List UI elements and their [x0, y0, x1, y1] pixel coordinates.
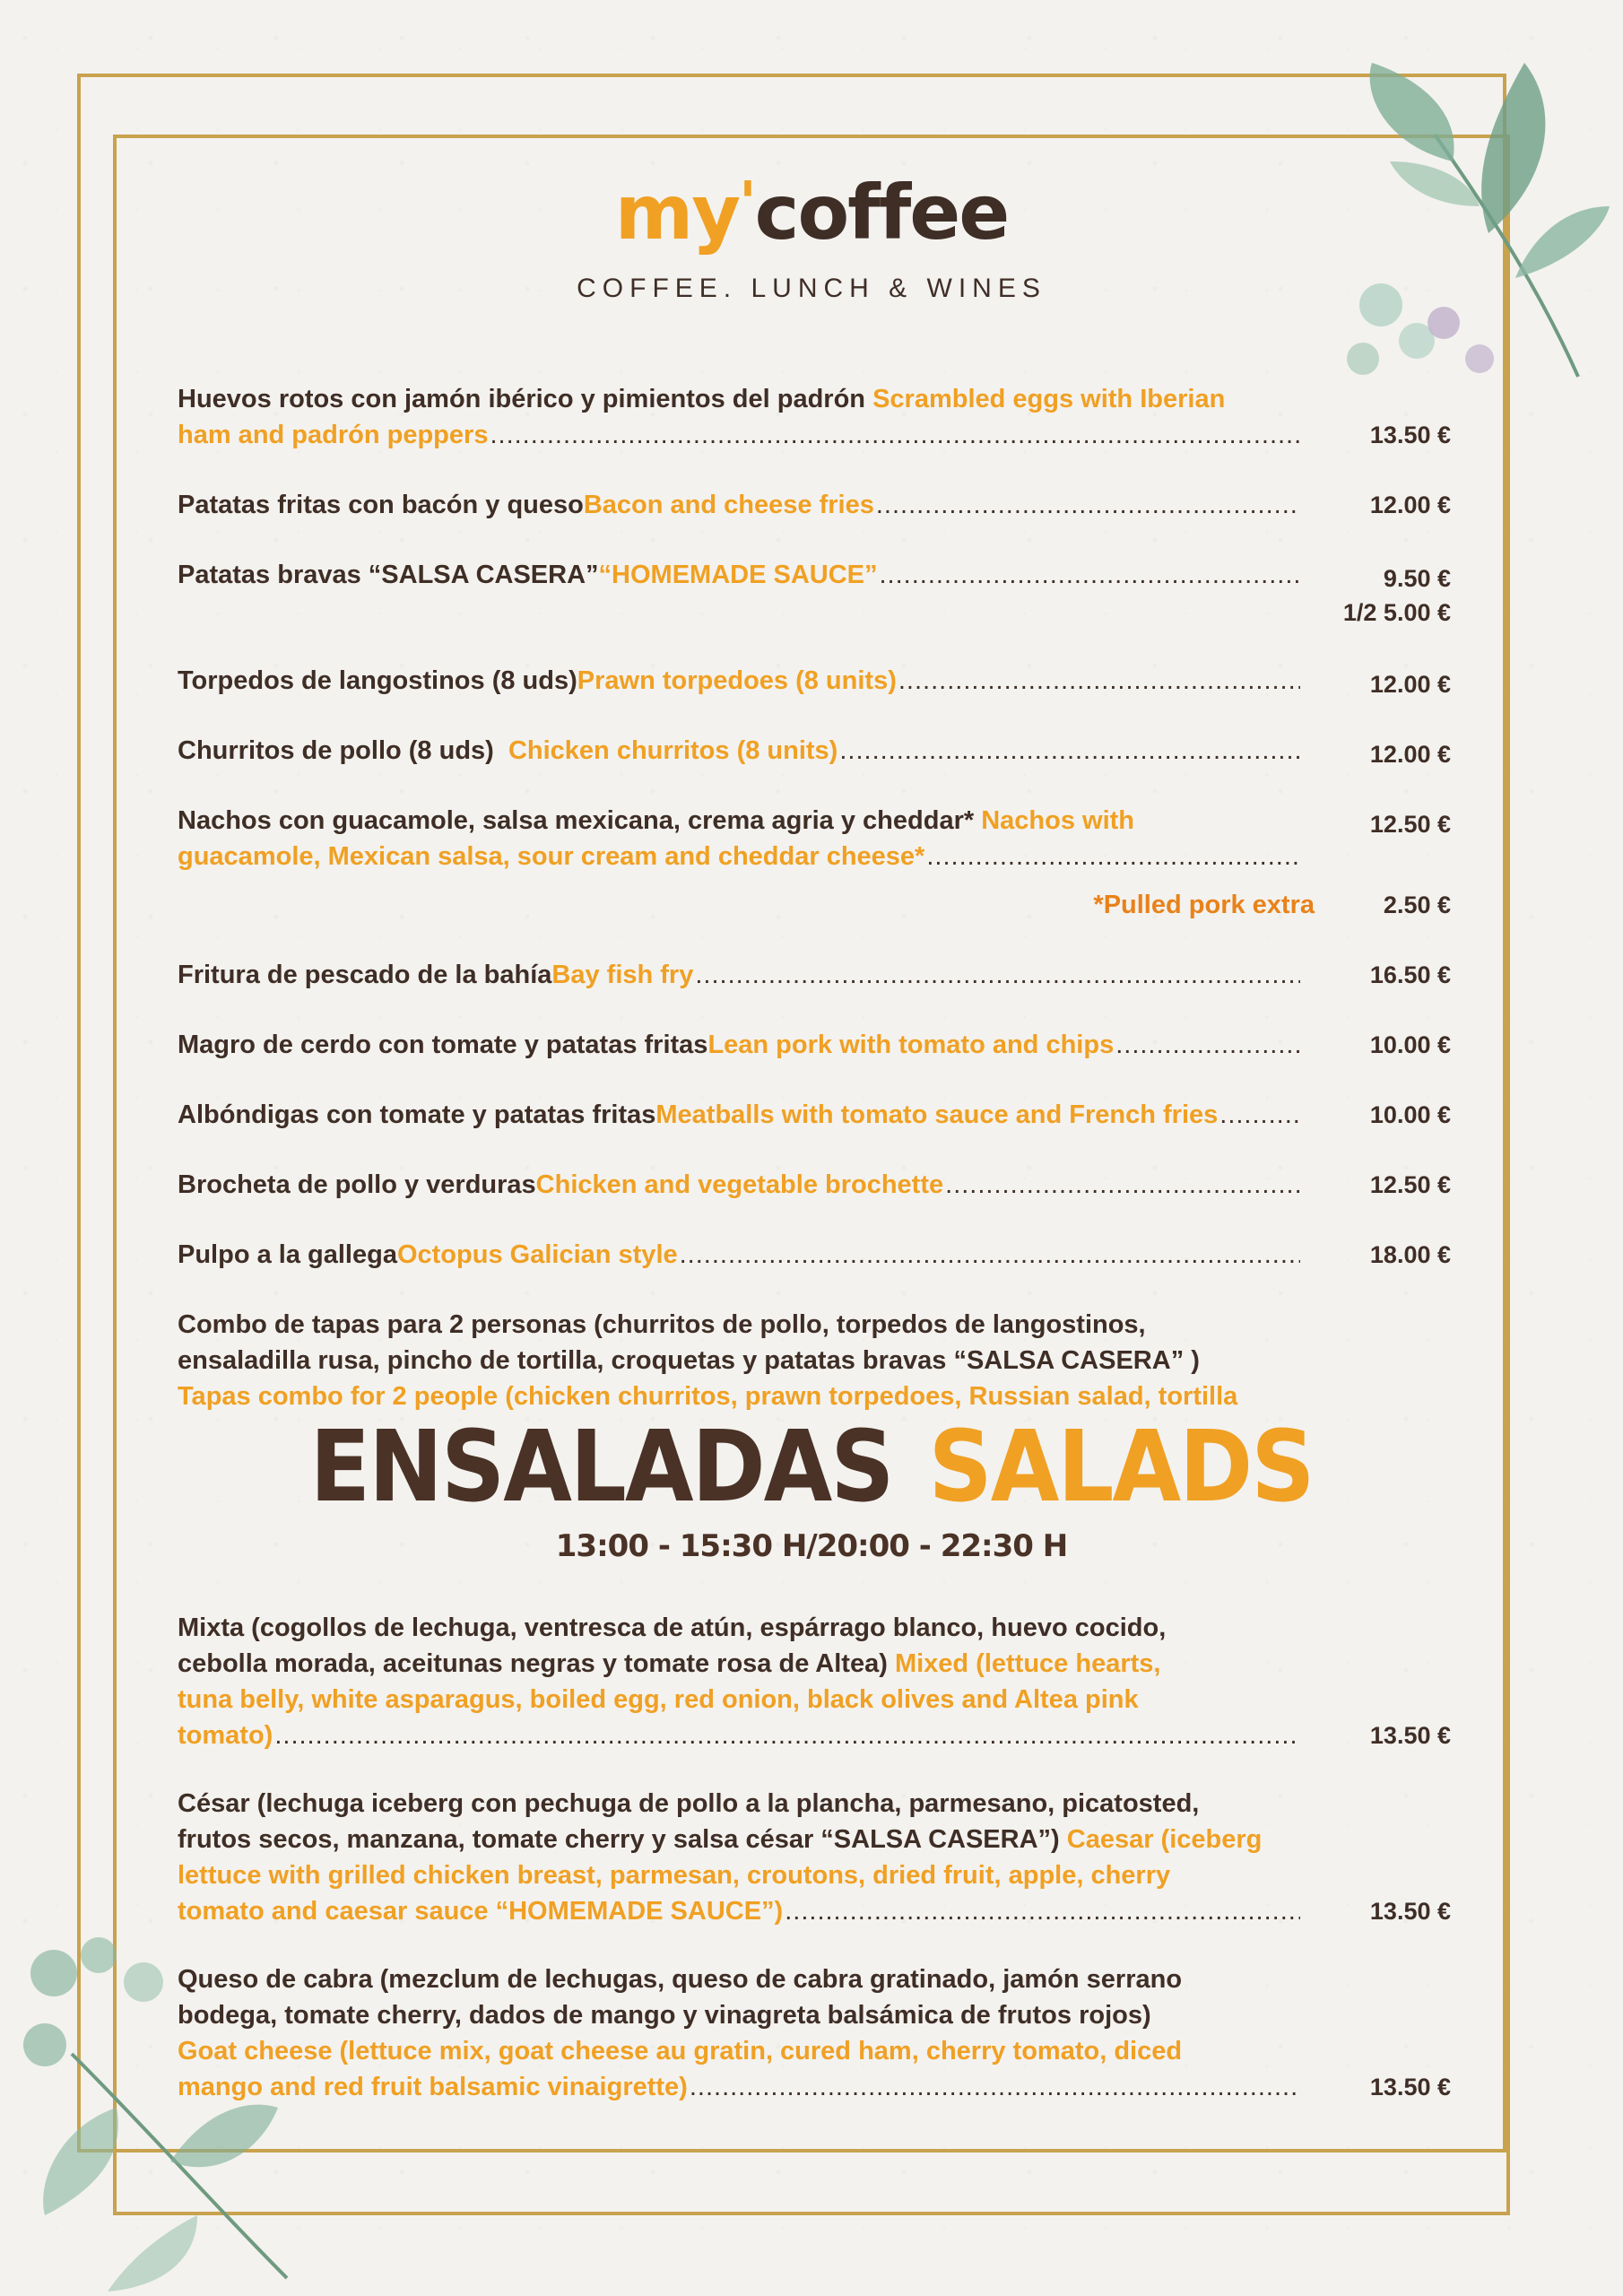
item-price: 10.00 € [1369, 1101, 1451, 1128]
section-title-en: SALADS [928, 1409, 1314, 1524]
item-name-en: Bacon and cheese fries [583, 491, 874, 519]
item-name-en: lettuce with grilled chicken breast, parmesan, croutons, dried fruit, apple, cherry [178, 1861, 1171, 1890]
item-name-en: Scrambled eggs with Iberian [872, 385, 1226, 413]
item-name-es: Nachos con guacamole, salsa mexicana, crema agria y cheddar* [178, 806, 982, 835]
menu-item [178, 1961, 1451, 2105]
item-name-en: tuna belly, white asparagus, boiled egg, red onion, black olives and Altea pink [178, 1685, 1139, 1714]
item-name-en: Lean pork with tomato and chips [707, 1031, 1115, 1059]
item-price: 13.50 € [1369, 422, 1451, 448]
item-name-es: ensaladilla rusa, pincho de tortilla, croquetas y patatas bravas “SALSA CASERA” ) [178, 1346, 1200, 1375]
dot-leader [880, 557, 1301, 593]
item-name-en: Mixed (lettuce hearts, [894, 1649, 1161, 1678]
menu-item [178, 1167, 1451, 1203]
item-name-es: cebolla morada, aceitunas negras y tomate rosa de Altea) [178, 1649, 895, 1678]
salads-list [178, 1610, 1451, 2139]
item-name-en: tomato) [178, 1721, 273, 1750]
item-name-es: César (lechuga iceberg con pechuga de pollo a la plancha, parmesano, picatosted, [178, 1789, 1200, 1818]
item-name-en: Nachos with [981, 806, 1135, 835]
item-name-en: Octopus Galician style [396, 1240, 678, 1269]
item-name-es: Queso de cabra (mezclum de lechugas, queso de cabra gratinado, jamón serrano [178, 1965, 1183, 1994]
tapas-list [178, 381, 1451, 1448]
item-price: 12.00 € [1369, 491, 1451, 518]
menu-item [178, 663, 1451, 699]
dot-leader [898, 663, 1300, 699]
menu-item [178, 1786, 1451, 1929]
item-name-es: Fritura de pescado de la bahía [178, 961, 552, 989]
item-name-es: bodega, tomate cherry, dados de mango y vinagreta balsámica de frutos rojos) [178, 2001, 1151, 2030]
item-name-es: Magro de cerdo con tomate y patatas fritas [178, 1031, 708, 1059]
section-hours: 13:00 - 15:30 H/20:00 - 22:30 H [555, 1528, 1068, 1564]
dot-leader [680, 1237, 1300, 1273]
menu-item [178, 803, 1451, 923]
item-price: 13.50 € [1369, 2074, 1451, 2100]
item-name-en: Goat cheese (lettuce mix, goat cheese au gratin, cured ham, cherry tomato, diced [178, 2037, 1183, 2066]
item-name-en: Tapas combo for 2 people (chicken churritos, prawn torpedoes, Russian salad, tortilla [178, 1382, 1238, 1411]
menu-item [178, 381, 1451, 453]
menu-item [178, 557, 1451, 629]
menu-item [178, 1237, 1451, 1273]
menu-item [178, 1610, 1451, 1753]
item-name-en: tomato and caesar sauce “HOMEMADE SAUCE”) [178, 1897, 784, 1926]
logo-my: my [614, 169, 740, 257]
dot-leader [690, 2069, 1300, 2105]
item-price: 10.00 € [1369, 1031, 1451, 1058]
logo [0, 169, 1623, 257]
item-name-es: Albóndigas con tomate y patatas fritas [178, 1100, 656, 1129]
item-price: 13.50 € [1369, 1898, 1451, 1925]
dot-leader [876, 487, 1300, 523]
dot-leader [1115, 1027, 1300, 1063]
item-name-en: Chicken churritos (8 units) [508, 736, 838, 765]
item-name-en: Chicken and vegetable brochette [535, 1170, 944, 1199]
dot-leader [945, 1167, 1300, 1203]
menu-item [178, 957, 1451, 993]
menu-item [178, 733, 1451, 769]
item-price: 18.00 € [1369, 1241, 1451, 1268]
dot-leader [839, 733, 1300, 769]
dot-leader [1219, 1097, 1300, 1133]
item-name-en: ham and padrón peppers [178, 421, 489, 449]
item-name-es: Combo de tapas para 2 personas (churritos de pollo, torpedos de langostinos, [178, 1310, 1146, 1339]
item-name-es: Mixta (cogollos de lechuga, ventresca de atún, espárrago blanco, huevo cocido, [178, 1613, 1167, 1642]
item-extra: *Pulled pork extra [1093, 891, 1315, 919]
item-name-es: Huevos rotos con jamón ibérico y pimientos del padrón [178, 385, 873, 413]
section-title-es: ENSALADAS [309, 1409, 893, 1524]
logo-apostrophe: ' [739, 170, 755, 237]
item-name-es: Torpedos de langostinos (8 uds) [178, 666, 577, 695]
menu-item-combo [178, 1307, 1451, 1414]
item-price: 16.50 € [1369, 961, 1451, 988]
item-extra-price: 2.50 € [1383, 891, 1451, 918]
item-price: 12.50 € [1369, 811, 1451, 838]
item-price: 12.00 € [1369, 671, 1451, 698]
dot-leader [274, 1718, 1300, 1753]
section-title [0, 1409, 1623, 1524]
item-name-es: Churritos de pollo (8 uds) [178, 736, 508, 765]
item-name-en: guacamole, Mexican salsa, sour cream and cheddar cheese* [178, 842, 925, 871]
salads-section-header [0, 1409, 1623, 1564]
item-name-en: “HOMEMADE SAUCE” [598, 561, 878, 589]
item-price-half: 1/2 5.00 € [1342, 599, 1451, 626]
item-name-en: Caesar (iceberg [1066, 1825, 1263, 1854]
dot-leader [695, 957, 1300, 993]
logo-coffee: coffee [754, 169, 1009, 257]
menu-item [178, 487, 1451, 523]
item-name-es: frutos secos, manzana, tomate cherry y salsa césar “SALSA CASERA”) [178, 1825, 1067, 1854]
item-name-en: mango and red fruit balsamic vinaigrette) [178, 2073, 688, 2101]
dot-leader [785, 1893, 1300, 1929]
item-name-es: Pulpo a la gallega [178, 1240, 397, 1269]
dot-leader [926, 839, 1300, 874]
item-price: 9.50 € [1383, 565, 1451, 592]
item-price: 12.00 € [1369, 741, 1451, 768]
item-name-en: Bay fish fry [551, 961, 694, 989]
item-name-es: Patatas fritas con bacón y queso [178, 491, 584, 519]
item-price: 13.50 € [1369, 1722, 1451, 1749]
menu-item [178, 1097, 1451, 1133]
dot-leader [490, 417, 1300, 453]
item-name-es: Patatas bravas “SALSA CASERA” [178, 561, 599, 589]
item-name-en: Meatballs with tomato sauce and French fries [655, 1100, 1219, 1129]
menu-item [178, 1027, 1451, 1063]
tagline: COFFEE. LUNCH & WINES [577, 274, 1046, 303]
item-name-en: Prawn torpedoes (8 units) [577, 666, 897, 695]
item-name-es: Brocheta de pollo y verduras [178, 1170, 536, 1199]
item-price: 12.50 € [1369, 1171, 1451, 1198]
brand-header [0, 169, 1623, 304]
